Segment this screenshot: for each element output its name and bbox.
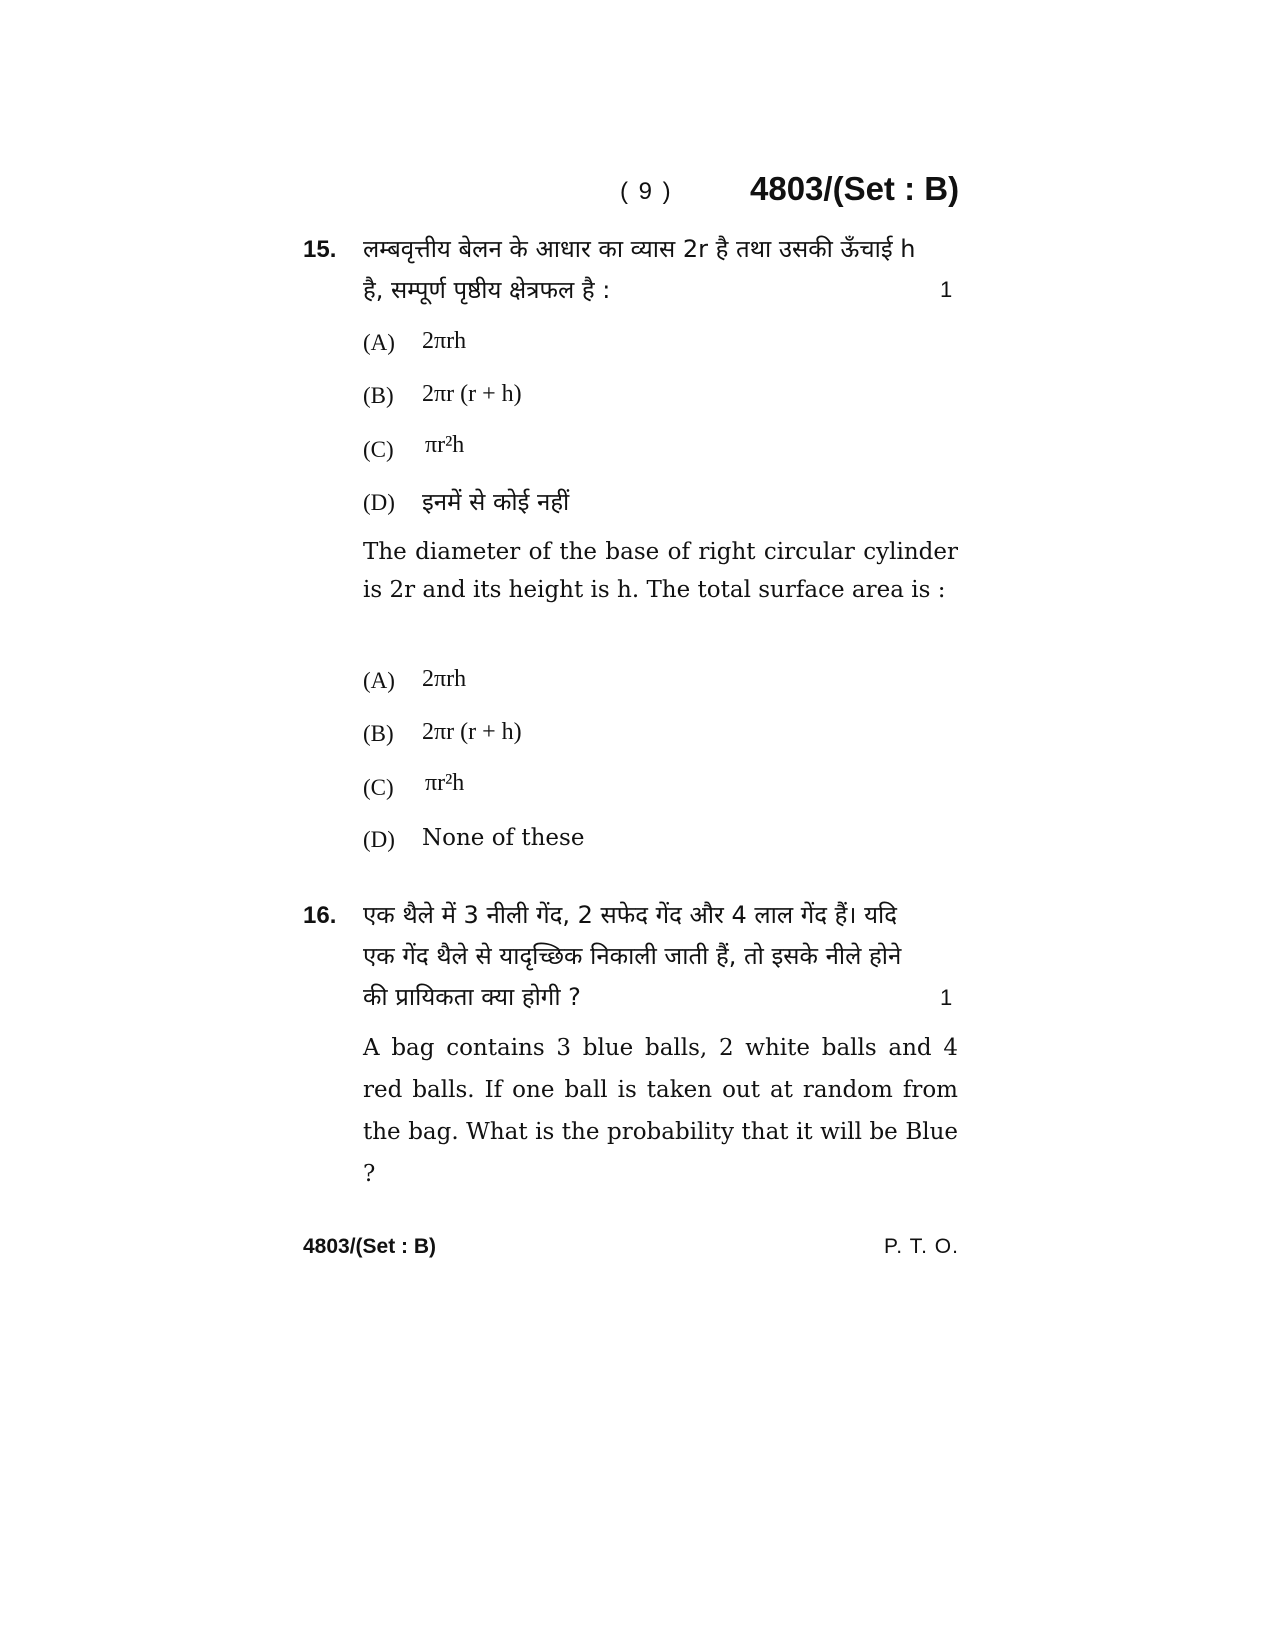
- q15-hindi-option-d-text: इनमें से कोई नहीं: [422, 488, 570, 516]
- question-number-16: 16.: [303, 902, 337, 929]
- q15-hindi-option-c-text: πr²h: [425, 432, 465, 458]
- q15-hindi-option-a-letter: (A): [363, 330, 395, 355]
- q15-english-option-c-letter: (C): [363, 775, 394, 800]
- q15-english-option-b-letter: (B): [363, 721, 394, 746]
- q15-hindi-line2: है, सम्पूर्ण पृष्ठीय क्षेत्रफल है :: [363, 276, 611, 304]
- q15-english-option-b-text: 2πr (r + h): [422, 719, 522, 745]
- paper-code-header: 4803/(Set : B): [750, 170, 960, 207]
- q15-english-option-d-text: None of these: [422, 825, 585, 851]
- q15-hindi-option-b-text: 2πr (r + h): [422, 381, 522, 407]
- footer-paper-code: 4803/(Set : B): [303, 1235, 437, 1258]
- q16-marks: 1: [940, 985, 953, 1010]
- page-number: ( 9 ): [620, 178, 673, 205]
- q15-hindi-option-b-letter: (B): [363, 383, 394, 408]
- q15-english-text: The diameter of the base of right circular cylinder is 2r and its height is h. The total surface area is :: [363, 539, 958, 603]
- q15-hindi-option-d-letter: (D): [363, 490, 395, 515]
- question-number-15: 15.: [303, 236, 337, 263]
- q16-hindi-line2: एक गेंद थैले से यादृच्छिक निकाली जाती हैं, तो इसके नीले होने: [363, 942, 902, 970]
- q15-english-option-c-text: πr²h: [425, 770, 465, 796]
- q16-hindi-line1: एक थैले में 3 नीली गेंद, 2 सफेद गेंद और 4 लाल गेंद हैं। यदि: [363, 901, 898, 929]
- pto-label: P. T. O.: [884, 1235, 959, 1258]
- q15-hindi-option-a-text: 2πrh: [422, 328, 467, 354]
- q15-english-option-a-letter: (A): [363, 668, 395, 693]
- q15-hindi-line1: लम्बवृत्तीय बेलन के आधार का व्यास 2r है तथा उसकी ऊँचाई h: [363, 235, 916, 263]
- q15-english-option-a-text: 2πrh: [422, 666, 467, 692]
- q15-marks: 1: [940, 277, 953, 302]
- q16-english-text: A bag contains 3 blue balls, 2 white balls and 4 red balls. If one ball is taken out at random from the bag. What is the probability that it will be Blue ?: [363, 1035, 958, 1187]
- q16-hindi-line3: की प्रायिकता क्या होगी ?: [363, 983, 581, 1011]
- q15-hindi-option-c-letter: (C): [363, 437, 394, 462]
- q15-english-option-d-letter: (D): [363, 827, 395, 852]
